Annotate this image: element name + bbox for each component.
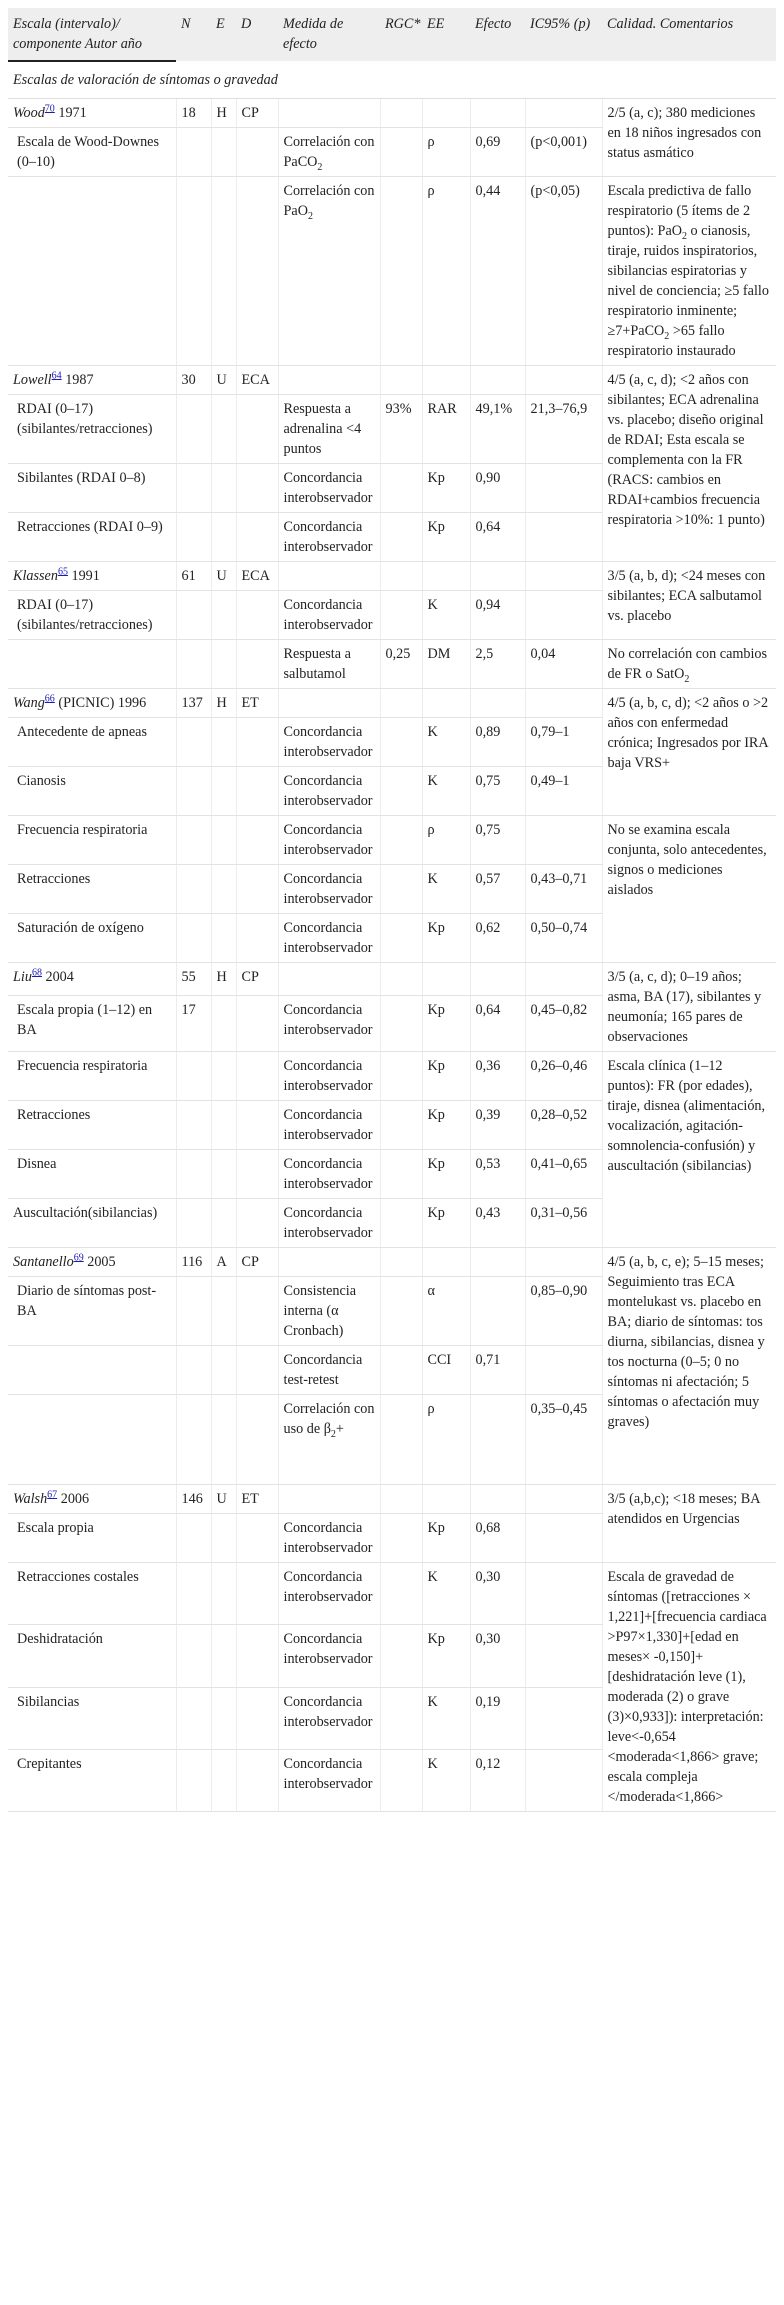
study-author: Walsh$^{67}$ 2006	[8, 1485, 176, 1514]
header-effect: Efecto	[470, 8, 525, 61]
effect-measure: Concordancia interobservador	[278, 1150, 380, 1199]
study-d: CP	[236, 963, 278, 996]
statistic: α	[422, 1277, 470, 1346]
effect-measure: Concordancia interobservador	[278, 865, 380, 914]
study-e: A	[211, 1248, 236, 1277]
confidence-interval: 21,3–76,9	[525, 395, 602, 464]
effect-measure: Concordancia interobservador	[278, 591, 380, 640]
reference-link[interactable]: 70	[44, 103, 55, 115]
study-row-wood	[8, 99, 776, 128]
header-row	[8, 8, 776, 61]
statistic: Kp	[422, 1199, 470, 1248]
statistic: K	[422, 865, 470, 914]
table-row	[8, 1052, 776, 1101]
study-comment: No se examina escala conjunta, solo antecedentes, signos o mediciones aislados	[602, 816, 776, 963]
study-comment: 2/5 (a, c); 380 mediciones en 18 niños ingresados con status asmático	[602, 99, 776, 177]
study-e: U	[211, 1485, 236, 1514]
study-author: Liu$^{68}$ 2004	[8, 963, 176, 996]
header-ic: IC95% (p)	[525, 8, 602, 61]
component-name: Escala propia (1–12) en BA	[8, 996, 176, 1052]
component-name: Sibilancias	[8, 1687, 176, 1749]
study-row-liu	[8, 963, 776, 996]
component-name: Deshidratación	[8, 1625, 176, 1687]
component-name: Disnea	[8, 1150, 176, 1199]
reference-link[interactable]: 67	[47, 1489, 58, 1501]
study-d: CP	[236, 1248, 278, 1277]
study-author: Wood$^{70}$ 1971	[8, 99, 176, 128]
component-name: Sibilantes (RDAI 0–8)	[8, 464, 176, 513]
study-comment: 3/5 (a, c, d); 0–19 años; asma, BA (17), sibilantes y neumonía; 165 pares de observaciones	[602, 963, 776, 1052]
evidence-table-container	[8, 8, 776, 1812]
statistic: ρ	[422, 816, 470, 865]
study-n: 137	[176, 689, 211, 718]
evidence-table	[8, 8, 776, 1812]
study-n: 146	[176, 1485, 211, 1514]
statistic: K	[422, 767, 470, 816]
section-row	[8, 61, 776, 99]
statistic: K	[422, 1563, 470, 1625]
statistic: ρ	[422, 177, 470, 366]
header-rgc: RGC*	[380, 8, 422, 61]
reference-link[interactable]: 69	[73, 1252, 84, 1264]
effect-value: 0,12	[470, 1749, 525, 1811]
effect-measure: Concordancia interobservador	[278, 464, 380, 513]
section-title: Escalas de valoración de síntomas o gravedad	[8, 61, 776, 99]
study-comment: Escala predictiva de fallo respiratorio (5 ítems de 2 puntos): PaO$_2$ o cianosis, tiraje, ruidos inspiratorios, sibilancias espiratorias y nivel de conciencia; ≥5 fallo respiratorio inminente; ≥7+PaCO$_2$ >65 fallo respiratorio instaurado	[602, 177, 776, 366]
study-n: 116	[176, 1248, 211, 1277]
study-author: Klassen$^{65}$ 1991	[8, 562, 176, 591]
statistic: Kp	[422, 1514, 470, 1563]
component-name: Escala de Wood-Downes (0–10)	[8, 128, 176, 177]
header-scale: Escala (intervalo)/ componente Autor año	[8, 8, 176, 61]
statistic: ρ	[422, 128, 470, 177]
effect-measure: Concordancia interobservador	[278, 1687, 380, 1749]
statistic: ρ	[422, 1395, 470, 1485]
study-e: H	[211, 99, 236, 128]
study-e: H	[211, 689, 236, 718]
header-ee: EE	[422, 8, 470, 61]
effect-measure: Concordancia interobservador	[278, 767, 380, 816]
study-d: ET	[236, 1485, 278, 1514]
effect-value: 0,62	[470, 914, 525, 963]
effect-value: 0,71	[470, 1346, 525, 1395]
component-name: Escala propia	[8, 1514, 176, 1563]
statistic: Kp	[422, 1625, 470, 1687]
effect-value: 0,89	[470, 718, 525, 767]
confidence-interval: 0,04	[525, 640, 602, 689]
statistic: Kp	[422, 464, 470, 513]
effect-value: 0,68	[470, 1514, 525, 1563]
effect-measure: Concordancia interobservador	[278, 1625, 380, 1687]
study-comment: 4/5 (a, b, c, d); <2 años o >2 años con enfermedad crónica; Ingresados por IRA baja VRS+	[602, 689, 776, 816]
effect-value: 0,39	[470, 1101, 525, 1150]
statistic: K	[422, 1687, 470, 1749]
component-name: Saturación de oxígeno	[8, 914, 176, 963]
confidence-interval: 0,35–0,45	[525, 1395, 602, 1485]
component-name: Diario de síntomas post-BA	[8, 1277, 176, 1346]
effect-measure: Correlación con PaO$_2$	[278, 177, 380, 366]
confidence-interval: 0,43–0,71	[525, 865, 602, 914]
component-name: Frecuencia respiratoria	[8, 1052, 176, 1101]
confidence-interval: 0,28–0,52	[525, 1101, 602, 1150]
table-row	[8, 640, 776, 689]
reference-link[interactable]: 64	[51, 370, 62, 382]
effect-value: 0,64	[470, 996, 525, 1052]
effect-value: 0,36	[470, 1052, 525, 1101]
study-row-klassen	[8, 562, 776, 591]
effect-value: 0,30	[470, 1563, 525, 1625]
effect-measure: Concordancia interobservador	[278, 816, 380, 865]
effect-value	[470, 1277, 525, 1346]
reference-link[interactable]: 65	[57, 566, 68, 578]
study-d: ET	[236, 689, 278, 718]
confidence-interval: (p<0,05)	[525, 177, 602, 366]
reference-link[interactable]: 68	[31, 967, 42, 979]
header-measure: Medida de efecto	[278, 8, 380, 61]
effect-measure: Correlación con uso de $\beta_2+$	[278, 1395, 380, 1485]
study-row-walsh	[8, 1485, 776, 1514]
component-name: Cianosis	[8, 767, 176, 816]
study-n: 61	[176, 562, 211, 591]
study-comment: 3/5 (a,b,c); <18 meses; BA atendidos en Urgencias	[602, 1485, 776, 1563]
study-comment: Escala clínica (1–12 puntos): FR (por edades), tiraje, disnea (alimentación, vocalización, agitación-somnolencia-confusión) y auscultación (sibilancias)	[602, 1052, 776, 1248]
header-d: D	[236, 8, 278, 61]
table-row	[8, 1563, 776, 1625]
study-e: U	[211, 366, 236, 395]
statistic: CCI	[422, 1346, 470, 1395]
effect-value: 0,57	[470, 865, 525, 914]
study-comment: 3/5 (a, b, d); <24 meses con sibilantes; ECA salbutamol vs. placebo	[602, 562, 776, 640]
header-n: N	[176, 8, 211, 61]
statistic: Kp	[422, 1150, 470, 1199]
component-n: 17	[176, 996, 211, 1052]
confidence-interval: (p<0,001)	[525, 128, 602, 177]
statistic: Kp	[422, 1052, 470, 1101]
effect-value: 0,53	[470, 1150, 525, 1199]
statistic: Kp	[422, 914, 470, 963]
component-name: Retracciones	[8, 865, 176, 914]
effect-measure: Concordancia interobservador	[278, 914, 380, 963]
effect-value: 0,44	[470, 177, 525, 366]
component-name: Crepitantes	[8, 1749, 176, 1811]
effect-measure: Consistencia interna (α Cronbach)	[278, 1277, 380, 1346]
effect-measure: Concordancia interobservador	[278, 1514, 380, 1563]
rgc-value: 0,25	[380, 640, 422, 689]
study-row-santanello	[8, 1248, 776, 1277]
statistic: DM	[422, 640, 470, 689]
effect-measure: Respuesta a salbutamol	[278, 640, 380, 689]
component-name: Retracciones costales	[8, 1563, 176, 1625]
effect-value: 0,19	[470, 1687, 525, 1749]
effect-measure: Correlación con PaCO$_2$	[278, 128, 380, 177]
confidence-interval: 0,50–0,74	[525, 914, 602, 963]
study-n: 30	[176, 366, 211, 395]
statistic: Kp	[422, 513, 470, 562]
effect-value: 0,64	[470, 513, 525, 562]
study-d: CP	[236, 99, 278, 128]
effect-value: 49,1%	[470, 395, 525, 464]
confidence-interval: 0,49–1	[525, 767, 602, 816]
effect-value: 0,69	[470, 128, 525, 177]
confidence-interval: 0,45–0,82	[525, 996, 602, 1052]
study-e: H	[211, 963, 236, 996]
effect-measure: Concordancia interobservador	[278, 996, 380, 1052]
effect-measure: Respuesta a adrenalina <4 puntos	[278, 395, 380, 464]
effect-measure: Concordancia interobservador	[278, 718, 380, 767]
statistic: K	[422, 718, 470, 767]
effect-value: 0,90	[470, 464, 525, 513]
effect-value	[470, 1395, 525, 1485]
effect-value: 0,30	[470, 1625, 525, 1687]
study-comment: Escala de gravedad de síntomas ([retracciones × 1,221]+[frecuencia cardiaca >P97×1,330]+[edad en meses× -0,150]+[deshidratación leve (1), moderada (2) o grave (3)×0,933]): interpretación: leve<-0,654 <moderada<1,866> grave; escala compleja </moderada<1,866>	[602, 1563, 776, 1812]
study-row-lowell	[8, 366, 776, 395]
header-e: E	[211, 8, 236, 61]
confidence-interval: 0,26–0,46	[525, 1052, 602, 1101]
effect-value: 0,94	[470, 591, 525, 640]
statistic: Kp	[422, 996, 470, 1052]
confidence-interval: 0,31–0,56	[525, 1199, 602, 1248]
study-e: U	[211, 562, 236, 591]
effect-value: 0,75	[470, 816, 525, 865]
study-comment: 4/5 (a, b, c, e); 5–15 meses; Seguimiento tras ECA montelukast vs. placebo en BA; diario de síntomas: tos diurna, sibilancias, disnea y tos nocturna (0–5; 0 no síntomas ni afectación; 5 síntomas o afectación muy graves)	[602, 1248, 776, 1485]
effect-measure: Concordancia interobservador	[278, 1749, 380, 1811]
study-n: 18	[176, 99, 211, 128]
effect-value: 0,75	[470, 767, 525, 816]
study-row-wang	[8, 689, 776, 718]
study-d: ECA	[236, 562, 278, 591]
effect-measure: Concordancia interobservador	[278, 1563, 380, 1625]
effect-measure: Concordancia interobservador	[278, 1052, 380, 1101]
component-name: Antecedente de apneas	[8, 718, 176, 767]
confidence-interval: 0,79–1	[525, 718, 602, 767]
study-author: Santanello$^{69}$ 2005	[8, 1248, 176, 1277]
statistic: RAR	[422, 395, 470, 464]
confidence-interval: 0,85–0,90	[525, 1277, 602, 1346]
effect-measure: Concordancia test-retest	[278, 1346, 380, 1395]
component-name: Retracciones	[8, 1101, 176, 1150]
rgc-value: 93%	[380, 395, 422, 464]
study-comment: No correlación con cambios de FR o SatO$_2$	[602, 640, 776, 689]
statistic: K	[422, 591, 470, 640]
effect-measure: Concordancia interobservador	[278, 513, 380, 562]
table-row	[8, 816, 776, 865]
header-quality: Calidad. Comentarios	[602, 8, 776, 61]
statistic: Kp	[422, 1101, 470, 1150]
component-name: Auscultación(sibilancias)	[8, 1199, 176, 1248]
component-name: Frecuencia respiratoria	[8, 816, 176, 865]
effect-measure: Concordancia interobservador	[278, 1101, 380, 1150]
study-n: 55	[176, 963, 211, 996]
study-author: Wang$^{66}$ (PICNIC) 1996	[8, 689, 176, 718]
confidence-interval: 0,41–0,65	[525, 1150, 602, 1199]
reference-link[interactable]: 66	[44, 693, 55, 705]
study-d: ECA	[236, 366, 278, 395]
effect-value: 2,5	[470, 640, 525, 689]
component-name: RDAI (0–17) (sibilantes/retracciones)	[8, 591, 176, 640]
study-author: Lowell$^{64}$ 1987	[8, 366, 176, 395]
effect-value: 0,43	[470, 1199, 525, 1248]
effect-measure: Concordancia interobservador	[278, 1199, 380, 1248]
table-row	[8, 177, 776, 366]
statistic: K	[422, 1749, 470, 1811]
component-name: RDAI (0–17) (sibilantes/retracciones)	[8, 395, 176, 464]
study-comment: 4/5 (a, c, d); <2 años con sibilantes; ECA adrenalina vs. placebo; diseño original de RDAI; Esta escala se complementa con la FR (RACS: cambios en RDAI+cambios frecuencia respiratoria >10%: 1 punto)	[602, 366, 776, 562]
component-name: Retracciones (RDAI 0–9)	[8, 513, 176, 562]
